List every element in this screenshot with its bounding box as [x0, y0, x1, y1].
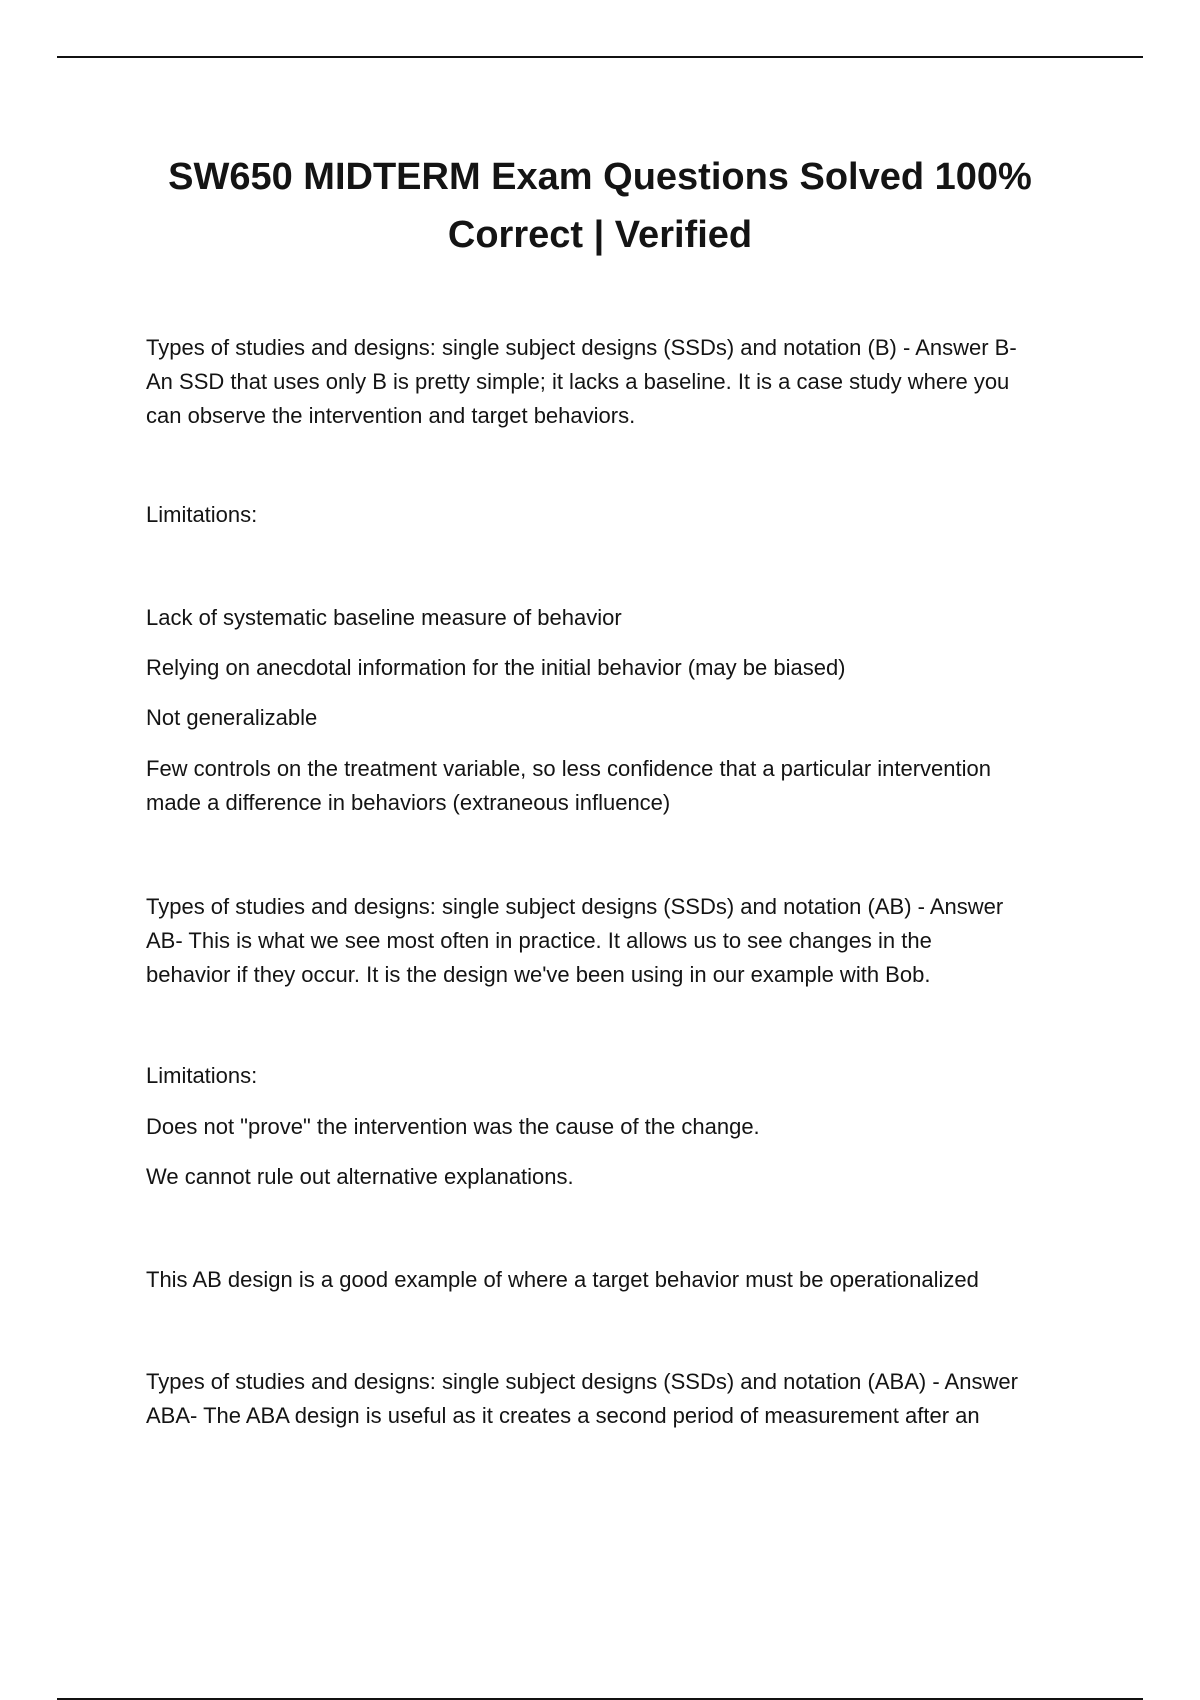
b-limitation-item: [146, 752, 1106, 820]
b-limitations-label: Limitations:: [146, 502, 258, 527]
text-line: made a difference in behaviors (extraneous influence): [146, 790, 671, 815]
page-title: [100, 148, 1100, 264]
text-line: Types of studies and designs: single subject designs (SSDs) and notation (ABA) - Answer: [146, 1369, 1018, 1394]
b-limitation-item: Not generalizable: [146, 705, 318, 730]
text-line: Types of studies and designs: single subject designs (SSDs) and notation (AB) - Answer: [146, 894, 1004, 919]
b-limitation-item: Lack of systematic baseline measure of behavior: [146, 605, 622, 630]
text-line: ABA- The ABA design is useful as it creates a second period of measurement after an: [146, 1403, 980, 1428]
title-line-1: SW650 MIDTERM Exam Questions Solved 100%: [168, 156, 1032, 198]
text-line: An SSD that uses only B is pretty simple; it lacks a baseline. It is a case study where you: [146, 369, 1010, 394]
ab-design-paragraph: [146, 890, 1106, 992]
ab-limitations-label: Limitations:: [146, 1063, 258, 1088]
b-design-paragraph: [146, 331, 1106, 433]
title-line-2: Correct | Verified: [447, 214, 753, 256]
text-line: Types of studies and designs: single subject designs (SSDs) and notation (B) - Answer B-: [146, 335, 1017, 360]
text-line: AB- This is what we see most often in practice. It allows us to see changes in the: [146, 928, 932, 953]
ab-limitation-item: We cannot rule out alternative explanations.: [146, 1164, 574, 1189]
b-limitation-item: Relying on anecdotal information for the initial behavior (may be biased): [146, 655, 846, 680]
text-line: Few controls on the treatment variable, so less confidence that a particular intervention: [146, 756, 992, 781]
text-line: can observe the intervention and target behaviors.: [146, 403, 636, 428]
ab-design-note: This AB design is a good example of where a target behavior must be operationalized: [146, 1267, 979, 1292]
ab-limitation-item: Does not "prove" the intervention was the cause of the change.: [146, 1114, 760, 1139]
aba-design-paragraph: [146, 1365, 1106, 1433]
top-rule: [57, 56, 1143, 58]
text-line: behavior if they occur. It is the design we've been using in our example with Bob.: [146, 962, 931, 987]
